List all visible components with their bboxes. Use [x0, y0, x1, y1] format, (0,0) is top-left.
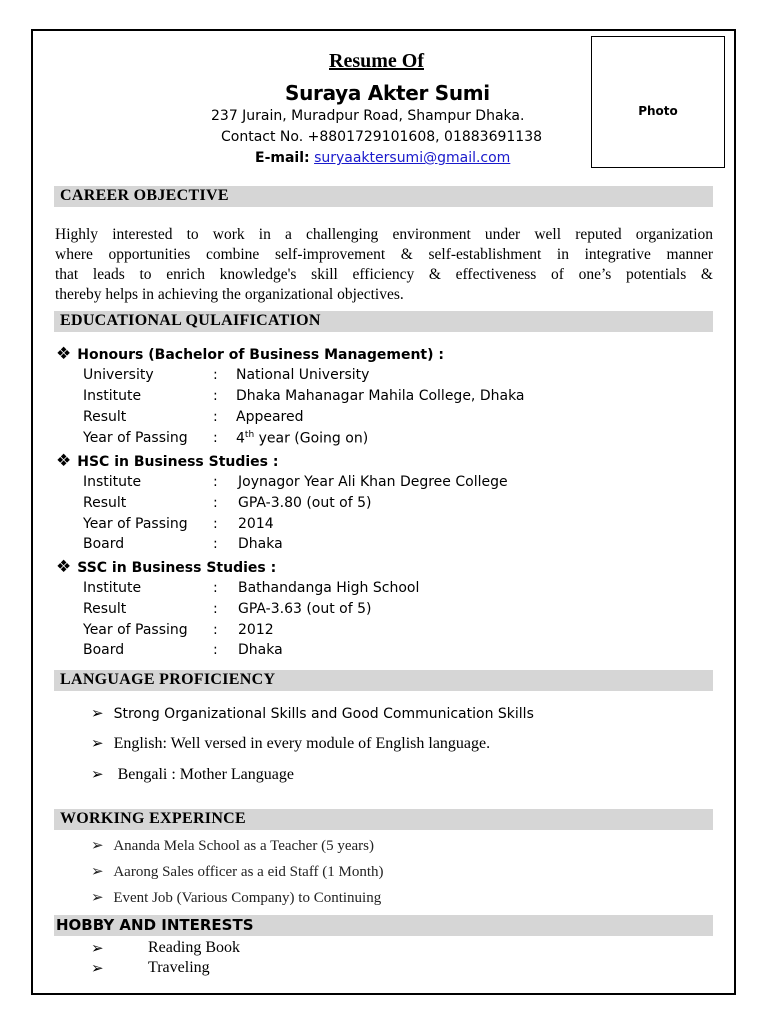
hobby-item-text: Reading Book — [148, 939, 240, 956]
edu-value: 2012 — [238, 622, 274, 638]
edu-label: Year of Passing — [83, 622, 188, 638]
edu-colon: : — [213, 367, 218, 383]
section-working-experience — [54, 809, 713, 830]
edu-colon: : — [213, 536, 218, 552]
section-heading: CAREER OBJECTIVE — [60, 187, 229, 204]
objective-line: thereby helps in achieving the organizational objectives. — [55, 286, 404, 303]
edu-colon: : — [213, 430, 218, 446]
email-label: E-mail: — [255, 150, 310, 166]
list-item — [91, 734, 490, 753]
edu-value: Joynagor Year Ali Khan Degree College — [238, 474, 508, 490]
year-prefix: 4 — [236, 430, 245, 447]
arrow-bullet-icon: ➢ — [91, 706, 104, 722]
objective-line: where opportunities combine self-improvement & self-establishment in integrative manner — [55, 246, 713, 263]
year-suffix: year (Going on) — [254, 430, 369, 447]
work-item-text: Event Job (Various Company) to Continuing — [113, 890, 382, 906]
edu-value — [236, 430, 368, 447]
edu-colon: : — [213, 601, 218, 617]
edu-label: Board — [83, 536, 125, 552]
work-item-text: Ananda Mela School as a Teacher (5 years) — [113, 838, 374, 854]
hsc-title: HSC in Business Studies : — [77, 454, 279, 470]
edu-colon: : — [213, 474, 218, 490]
edu-value: Dhaka — [238, 642, 283, 658]
section-hobby — [54, 915, 713, 936]
section-heading: LANGUAGE PROFICIENCY — [60, 671, 276, 688]
edu-label: Institute — [83, 388, 142, 404]
year-superscript: th — [244, 430, 255, 440]
edu-label: Result — [83, 495, 127, 511]
objective-line: that leads to enrich knowledge's skill efficiency & effectiveness of one’s potentials & — [55, 266, 713, 283]
edu-label: Institute — [83, 580, 142, 596]
hsc-heading — [56, 451, 278, 471]
edu-value: GPA-3.80 (out of 5) — [238, 495, 372, 511]
edu-value: National University — [236, 367, 370, 383]
email-link[interactable]: suryaaktersumi@gmail.com — [314, 150, 511, 166]
email-line — [255, 150, 510, 166]
edu-value: Dhaka — [238, 536, 283, 552]
section-language — [54, 670, 713, 691]
edu-label: Result — [83, 601, 127, 617]
section-heading: WORKING EXPERINCE — [60, 810, 247, 827]
edu-colon: : — [213, 622, 218, 638]
language-item-text: Bengali : Mother Language — [117, 766, 294, 783]
list-item — [91, 765, 294, 784]
career-objective-text — [55, 225, 713, 305]
list-item — [91, 888, 381, 907]
edu-label: Year of Passing — [83, 516, 188, 532]
edu-label: Year of Passing — [83, 430, 188, 446]
address-line: 237 Jurain, Muradpur Road, Shampur Dhaka. — [211, 108, 525, 124]
diamond-bullet-icon: ❖ — [56, 557, 72, 577]
language-item-text: English: Well versed in every module of English language. — [113, 735, 491, 752]
candidate-name: Suraya Akter Sumi — [285, 81, 490, 105]
ssc-heading — [56, 557, 276, 577]
resume-title: Resume Of — [329, 50, 424, 72]
section-heading: HOBBY AND INTERESTS — [56, 916, 254, 934]
arrow-bullet-icon: ➢ — [91, 890, 104, 906]
photo-label: Photo — [638, 104, 678, 118]
edu-colon: : — [213, 495, 218, 511]
edu-value: GPA-3.63 (out of 5) — [238, 601, 372, 617]
diamond-bullet-icon: ❖ — [56, 344, 72, 364]
edu-label: University — [83, 367, 154, 383]
ssc-title: SSC in Business Studies : — [77, 560, 277, 576]
diamond-bullet-icon: ❖ — [56, 451, 72, 471]
language-item-text: Strong Organizational Skills and Good Communication Skills — [113, 706, 534, 722]
edu-value: Appeared — [236, 409, 304, 425]
arrow-bullet-icon: ➢ — [91, 864, 104, 880]
edu-value: 2014 — [238, 516, 274, 532]
list-item — [91, 862, 384, 881]
edu-label: Result — [83, 409, 127, 425]
arrow-bullet-icon: ➢ — [91, 736, 104, 752]
work-item-text: Aarong Sales officer as a eid Staff (1 Month) — [113, 864, 384, 880]
contact-line: Contact No. +8801729101608, 01883691138 — [221, 129, 543, 145]
arrow-bullet-icon: ➢ — [91, 838, 104, 854]
list-item — [91, 836, 374, 855]
edu-colon: : — [213, 516, 218, 532]
hobby-item-text: Traveling — [148, 959, 210, 976]
list-item — [91, 704, 534, 723]
photo-box — [591, 36, 725, 168]
arrow-bullet-icon: ➢ — [91, 961, 104, 977]
honours-heading — [56, 344, 444, 364]
edu-value: Bathandanga High School — [238, 580, 420, 596]
edu-colon: : — [213, 409, 218, 425]
edu-value: Dhaka Mahanagar Mahila College, Dhaka — [236, 388, 525, 404]
objective-line: Highly interested to work in a challenging environment under well reputed organization — [55, 226, 713, 243]
arrow-bullet-icon: ➢ — [91, 941, 104, 957]
section-career-objective — [54, 186, 713, 207]
edu-label: Board — [83, 642, 125, 658]
edu-colon: : — [213, 388, 218, 404]
honours-title: Honours (Bachelor of Business Management) : — [77, 347, 444, 363]
section-education — [54, 311, 713, 332]
arrow-bullet-icon: ➢ — [91, 767, 104, 783]
edu-label: Institute — [83, 474, 142, 490]
edu-colon: : — [213, 642, 218, 658]
section-heading: EDUCATIONAL QULAIFICATION — [60, 312, 321, 329]
edu-colon: : — [213, 580, 218, 596]
